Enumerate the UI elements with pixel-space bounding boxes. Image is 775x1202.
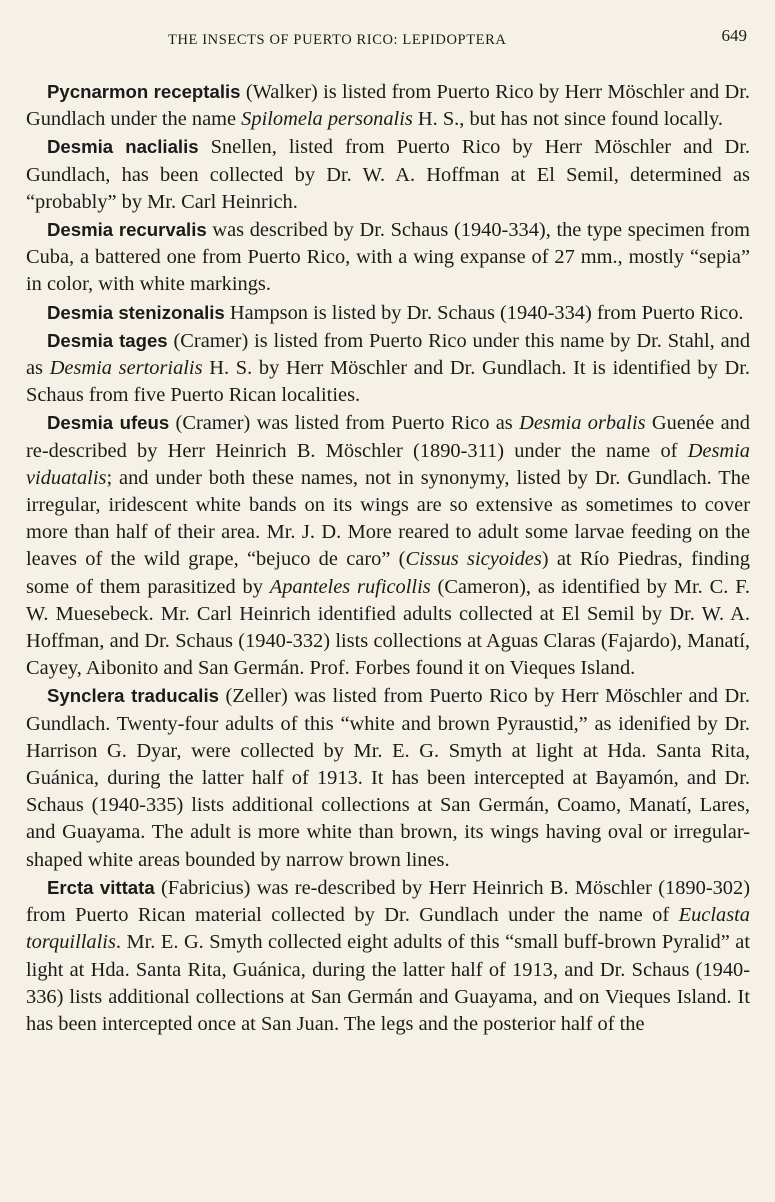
text-run: Guenée and re-described by Herr Heinrich B. Möschler (1890-311) under the name of [26, 412, 751, 462]
paragraph [26, 327, 750, 410]
text-run: was described by Dr. Schaus (1940-334), the type specimen from Cuba, a battered one from Puerto Rico, with a wing expanse of 27 mm., mostly “sepia” in color, with white markings. [26, 219, 750, 296]
species-name: Desmia ufeus [47, 412, 170, 434]
italic-taxon: Cissus sicyoides [405, 548, 542, 571]
text-run: H. S. by Herr Möschler and Dr. Gundlach. It is identified by Dr. Schaus from five Puerto Rican localities. [26, 357, 750, 407]
italic-taxon: Apanteles ruficollis [269, 575, 431, 598]
paragraph [26, 409, 750, 682]
text-run: (Walker) is listed from Puerto Rico by Herr Möschler and Dr. Gundlach under the name [26, 81, 750, 131]
text-run: (Cameron), as identified by Mr. C. F. W. Muesebeck. Mr. Carl Heinrich identified adults collected at El Semil by Dr. W. A. Hoffman, and Dr. Schaus (1940-332) lists collections at Aguas Claras (Fajardo), Manatí, Cayey, Aibonito and San Germán. Prof. Forbes found it on Vieques Island. [26, 575, 750, 680]
paragraph [26, 133, 750, 216]
text-run: (Cramer) is listed from Puerto Rico under this name by Dr. Stahl, and as [26, 329, 751, 380]
text-run: (Cramer) was listed from Puerto Rico as [169, 412, 520, 435]
text-run: (Fabricius) was re-described by Herr Heinrich B. Möschler (1890-302) from Puerto Rican material collected by Dr. Gundlach under the name of [26, 876, 750, 927]
species-name: Synclera traducalis [47, 685, 219, 707]
page-header [0, 26, 775, 50]
text-run: ; and under both these names, not in synonymy, listed by Dr. Gundlach. The irregular, iridescent white bands on its wings are so extensive as sometimes to cover more than half of their area. Mr. J. D. More reared to adult some larvae feeding on the leaves of the wild grape, “bejuco de caro” ( [26, 466, 750, 571]
species-name: Desmia stenizonalis [47, 301, 225, 323]
species-name: Ercta vittata [47, 876, 155, 898]
species-name: Pycnarmon receptalis [47, 81, 241, 102]
species-name: Desmia tages [47, 329, 168, 351]
running-title: THE INSECTS OF PUERTO RICO: LEPIDOPTERA [168, 32, 507, 48]
text-run: (Zeller) was listed from Puerto Rico by Herr Möschler and Dr. Gundlach. Twenty-four adults of this “white and brown Pyraustid,” as idenified by Dr. Harrison G. Dyar, were collected by Mr. E. G. Smyth at light at Hda. Santa Rita, Guánica, during the latter half of 1913. It has been intercepted at Bayamón, and Dr. Schaus (1940-335) lists additional collections at San Germán, Coamo, Manatí, Lares, and Guayama. The adult is more white than brown, its wings having oval or irregular-shaped white areas bounded by narrow brown lines. [26, 685, 751, 871]
italic-taxon: Desmia orbalis [519, 412, 646, 435]
paragraph [26, 299, 750, 327]
species-name: Desmia recurvalis [47, 219, 207, 241]
page-number: 649 [721, 26, 747, 45]
text-run: Hampson is listed by Dr. Schaus (1940-334) from Puerto Rico. [224, 301, 744, 324]
text-run: . Mr. E. G. Smyth collected eight adults of this “small buff-brown Pyralid” at light at Hda. Santa Rita, Guánica, during the latter half of 1913, and Dr. Schaus (1940-336) lists additional collections at San Germán and Guayama, and on Vieques Island. It has been intercepted once at San Juan. The legs and the posterior half of the [26, 931, 750, 1035]
italic-taxon: Spilomela personalis [241, 108, 413, 131]
text-run: H. S., but has not since found locally. [412, 108, 723, 131]
paragraph [26, 682, 750, 873]
paragraph [26, 216, 750, 299]
text-run: ) at Río Piedras, finding some of them parasitized by [26, 548, 750, 598]
italic-taxon: Desmia viduatalis [26, 439, 750, 489]
paragraph [26, 78, 750, 133]
paragraph [26, 874, 750, 1038]
species-name: Desmia naclialis [47, 136, 199, 158]
italic-taxon: Desmia sertorialis [49, 357, 203, 380]
text-run: Snellen, listed from Puerto Rico by Herr Möschler and Dr. Gundlach, has been collected by Dr. W. A. Hoffman at El Semil, determined as “probably” by Mr. Carl Heinrich. [26, 136, 750, 213]
body-text [26, 78, 750, 1038]
italic-taxon: Euclasta torquillalis [26, 904, 750, 954]
